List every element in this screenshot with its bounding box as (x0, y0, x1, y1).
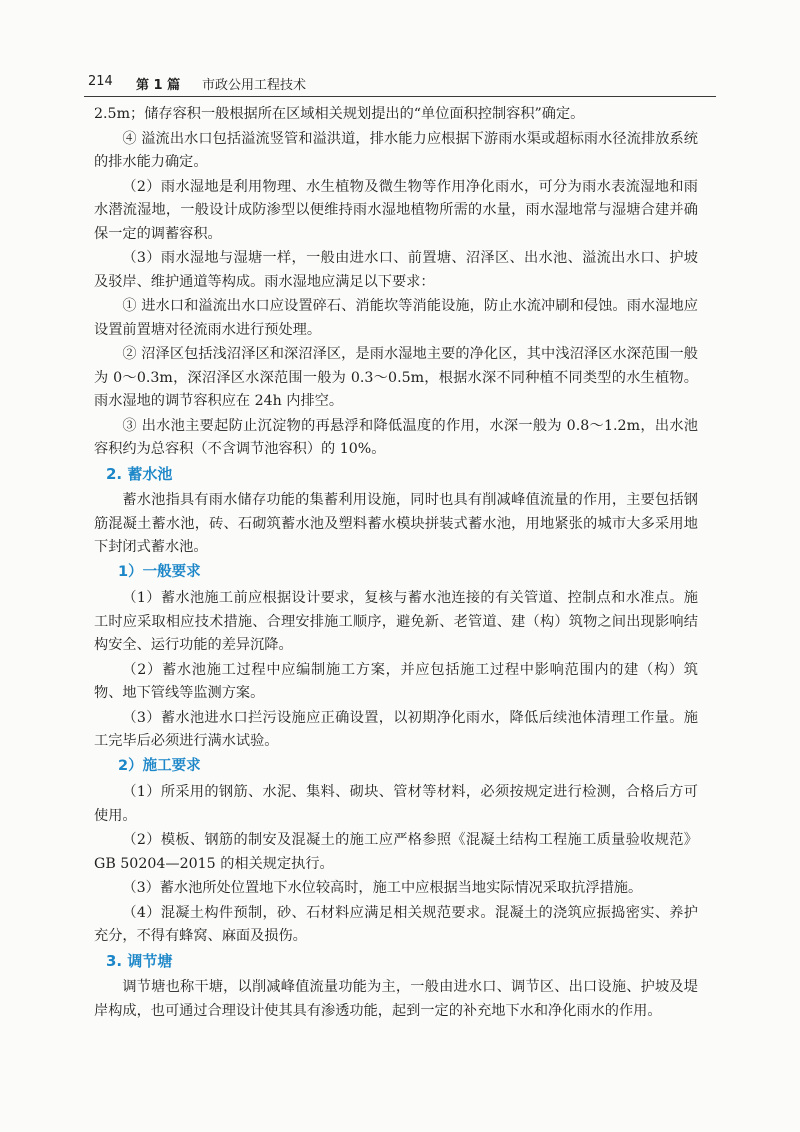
part-title: 市政公用工程技术 (202, 78, 307, 93)
subsection-heading-general: 1）一般要求 (118, 563, 201, 580)
paragraph: ③ 出水池主要起防止沉淀物的再悬浮和降低温度的作用，水深一般为 0.8～1.2m，出水池容积约为总容积（不含调节池容积）的 10%。 (94, 417, 698, 457)
page-number: 214 (88, 74, 113, 89)
paragraph: （2）模板、钢筋的制安及混凝土的施工应严格参照《混凝土结构工程施工质量验收规范》GB 50204—2015 的相关规定执行。 (94, 832, 698, 872)
section-heading-storage-tank: 2. 蓄水池 (106, 464, 173, 483)
page-body (94, 103, 698, 1024)
paragraph: （4）混凝土构件预制，砂、石材料应满足相关规范要求。混凝土的浇筑应振捣密实、养护充分，不得有蜂窝、麻面及损伤。 (94, 904, 698, 944)
paragraph: 2.5m；储存容积一般根据所在区域相关规划提出的“单位面积控制容积”确定。 (94, 106, 585, 122)
paragraph: （1）所采用的钢筋、水泥、集料、砌块、管材等材料，必须按规定进行检测，合格后方可使用。 (94, 784, 698, 824)
paragraph: （3）雨水湿地与湿塘一样，一般由进水口、前置塘、沼泽区、出水池、溢流出水口、护坡及驳岸、维护通道等构成。雨水湿地应满足以下要求： (94, 250, 698, 290)
paragraph: （1）蓄水池施工前应根据设计要求，复核与蓄水池连接的有关管道、控制点和水准点。施工时应采取相应技术措施、合理安排施工顺序，避免新、老管道、建（构）筑物之间出现影响结构安全、运行功能的差异沉降。 (94, 590, 698, 653)
part-label: 第 1 篇 (136, 78, 181, 93)
subsection-heading-construction: 2）施工要求 (118, 757, 201, 774)
page-header (84, 66, 716, 97)
paragraph: （2）蓄水池施工过程中应编制施工方案，并应包括施工过程中影响范围内的建（构）筑物、地下管线等监测方案。 (94, 661, 698, 701)
paragraph: ② 沼泽区包括浅沼泽区和深沼泽区，是雨水湿地主要的净化区，其中浅沼泽区水深范围一般为 0～0.3m，深沼泽区水深范围一般为 0.3～0.5m，根据水深不同种植不同类型的水生植物。雨水湿地的调节容积应在 24h 内排空。 (94, 346, 698, 409)
paragraph: （3）蓄水池进水口拦污设施应正确设置，以初期净化雨水，降低后续池体清理工作量。施工完毕后必须进行满水试验。 (94, 709, 698, 749)
paragraph: （3）蓄水池所处位置地下水位较高时，施工中应根据当地实际情况采取抗浮措施。 (122, 880, 643, 896)
paragraph: （2）雨水湿地是利用物理、水生植物及微生物等作用净化雨水，可分为雨水表流湿地和雨水潜流湿地，一般设计成防渗型以便维持雨水湿地植物所需的水量，雨水湿地常与湿塘合建并确保一定的调蓄容积。 (94, 178, 698, 242)
paragraph: 蓄水池指具有雨水储存功能的集蓄利用设施，同时也具有削减峰值流量的作用，主要包括钢筋混凝土蓄水池，砖、石砌筑蓄水池及塑料蓄水模块拼装式蓄水池，用地紧张的城市大多采用地下封闭式蓄水池。 (94, 492, 698, 555)
paragraph: 调节塘也称干塘，以削减峰值流量功能为主，一般由进水口、调节区、出口设施、护坡及堤岸构成，也可通过合理设计使其具有渗透功能，起到一定的补充地下水和净化雨水的作用。 (94, 979, 698, 1019)
paragraph: ④ 溢流出水口包括溢流竖管和溢洪道，排水能力应根据下游雨水渠或超标雨水径流排放系统的排水能力确定。 (94, 130, 698, 170)
paragraph: ① 进水口和溢流出水口应设置碎石、消能坎等消能设施，防止水流冲刷和侵蚀。雨水湿地应设置前置塘对径流雨水进行预处理。 (94, 298, 698, 338)
section-heading-detention-pond: 3. 调节塘 (106, 951, 173, 970)
